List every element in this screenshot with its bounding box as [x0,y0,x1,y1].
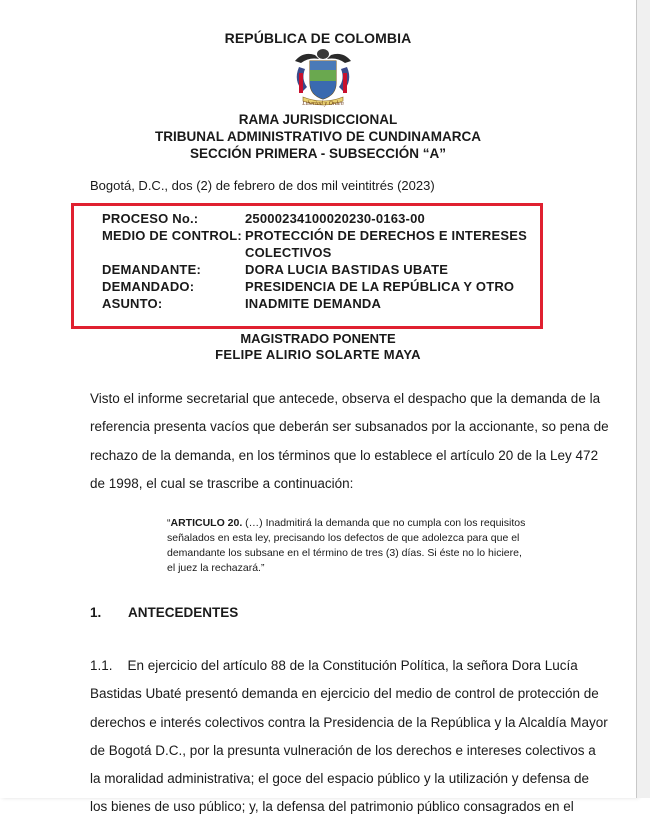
case-row-label: ASUNTO: [102,296,163,311]
paragraph-line: derechos e interés colectivos contra la Presidencia de la República y la Alcaldía Mayor [90,714,608,730]
section-heading: SECCIÓN PRIMERA - SUBSECCIÓN “A” [189,146,447,161]
paragraph-line: Bastidas Ubaté presentó demanda en ejercicio del medio de control de protección de [90,686,599,702]
quote-open-mark: “ [167,517,171,529]
paragraph-line: la moralidad administrativa; el goce del espacio público y la utilización y defensa de [90,771,590,787]
section-title: ANTECEDENTES [128,605,239,620]
branch-heading: RAMA JURISDICCIONAL [238,112,398,127]
case-row-value: PRESIDENCIA DE LA REPÚBLICA Y OTRO [245,279,515,294]
case-row-label: DEMANDANTE: [102,262,201,277]
coat-of-arms-icon [289,47,357,109]
antecedentes-paragraph [90,652,608,822]
quote-line: demandante los subsane en el término de tres (3) días. Si éste no lo hiciere, [167,547,522,559]
quote-article-ref: ARTICULO 20. [170,517,243,529]
case-row-value: PROTECCIÓN DE DERECHOS E INTERESES [245,228,528,243]
paragraph-line: Visto el informe secretarial que antecede, observa el despacho que la demanda de la [90,391,601,406]
paragraph-line: referencia presenta vacíos que deberán ser subsanados por la accionante, so pena de [90,419,609,435]
date-line: Bogotá, D.C., dos (2) de febrero de dos mil veintitrés (2023) [90,178,435,193]
seal-motto: Libertad y Orden [302,101,344,107]
case-row-label: DEMANDADO: [102,279,195,294]
paragraph-line: los bienes de uso público; y, la defensa del patrimonio público consagrados en el [90,799,574,815]
country-heading: REPÚBLICA DE COLOMBIA [224,30,412,46]
law-quote [167,516,547,576]
quote-line: señalados en esta ley, precisando los defectos de que adolezca para que el [167,532,520,544]
intro-paragraph [90,385,609,498]
viewer-scrollbar[interactable] [637,0,650,798]
quote-first-line [167,516,547,531]
section-number: 1. [90,605,102,620]
quote-line: el juez la rechazará.” [167,562,265,574]
paragraph-line: de Bogotá D.C., por la presunta vulneración de los derechos e intereses colectivos a [90,742,596,758]
paragraph-line: rechazo de la demanda, en los términos que lo establece el artículo 20 de la Ley 472 [90,447,599,463]
case-row-value: DORA LUCIA BASTIDAS UBATE [245,262,449,277]
tribunal-heading: TRIBUNAL ADMINISTRATIVO DE CUNDINAMARCA [155,129,481,144]
case-row-label: PROCESO No.: [102,211,199,226]
magistrate-name: FELIPE ALIRIO SOLARTE MAYA [215,347,421,362]
section-heading-antecedentes [90,605,238,620]
case-row-value: 25000234100020230-0163-00 [245,211,425,226]
quote-first-line-text: (…) Inadmitirá la demanda que no cumpla con los requisitos [242,517,526,529]
paragraph-line: de 1998, el cual se trascribe a continuación: [90,475,354,491]
magistrate-title: MAGISTRADO PONENTE [240,331,396,346]
paragraph-line: 1.1. En ejercicio del artículo 88 de la Constitución Política, la señora Dora Lucía [90,658,578,673]
case-row-value-continuation: COLECTIVOS [245,245,332,260]
case-row-value: INADMITE DEMANDA [245,296,382,311]
case-row-label: MEDIO DE CONTROL: [102,228,242,243]
